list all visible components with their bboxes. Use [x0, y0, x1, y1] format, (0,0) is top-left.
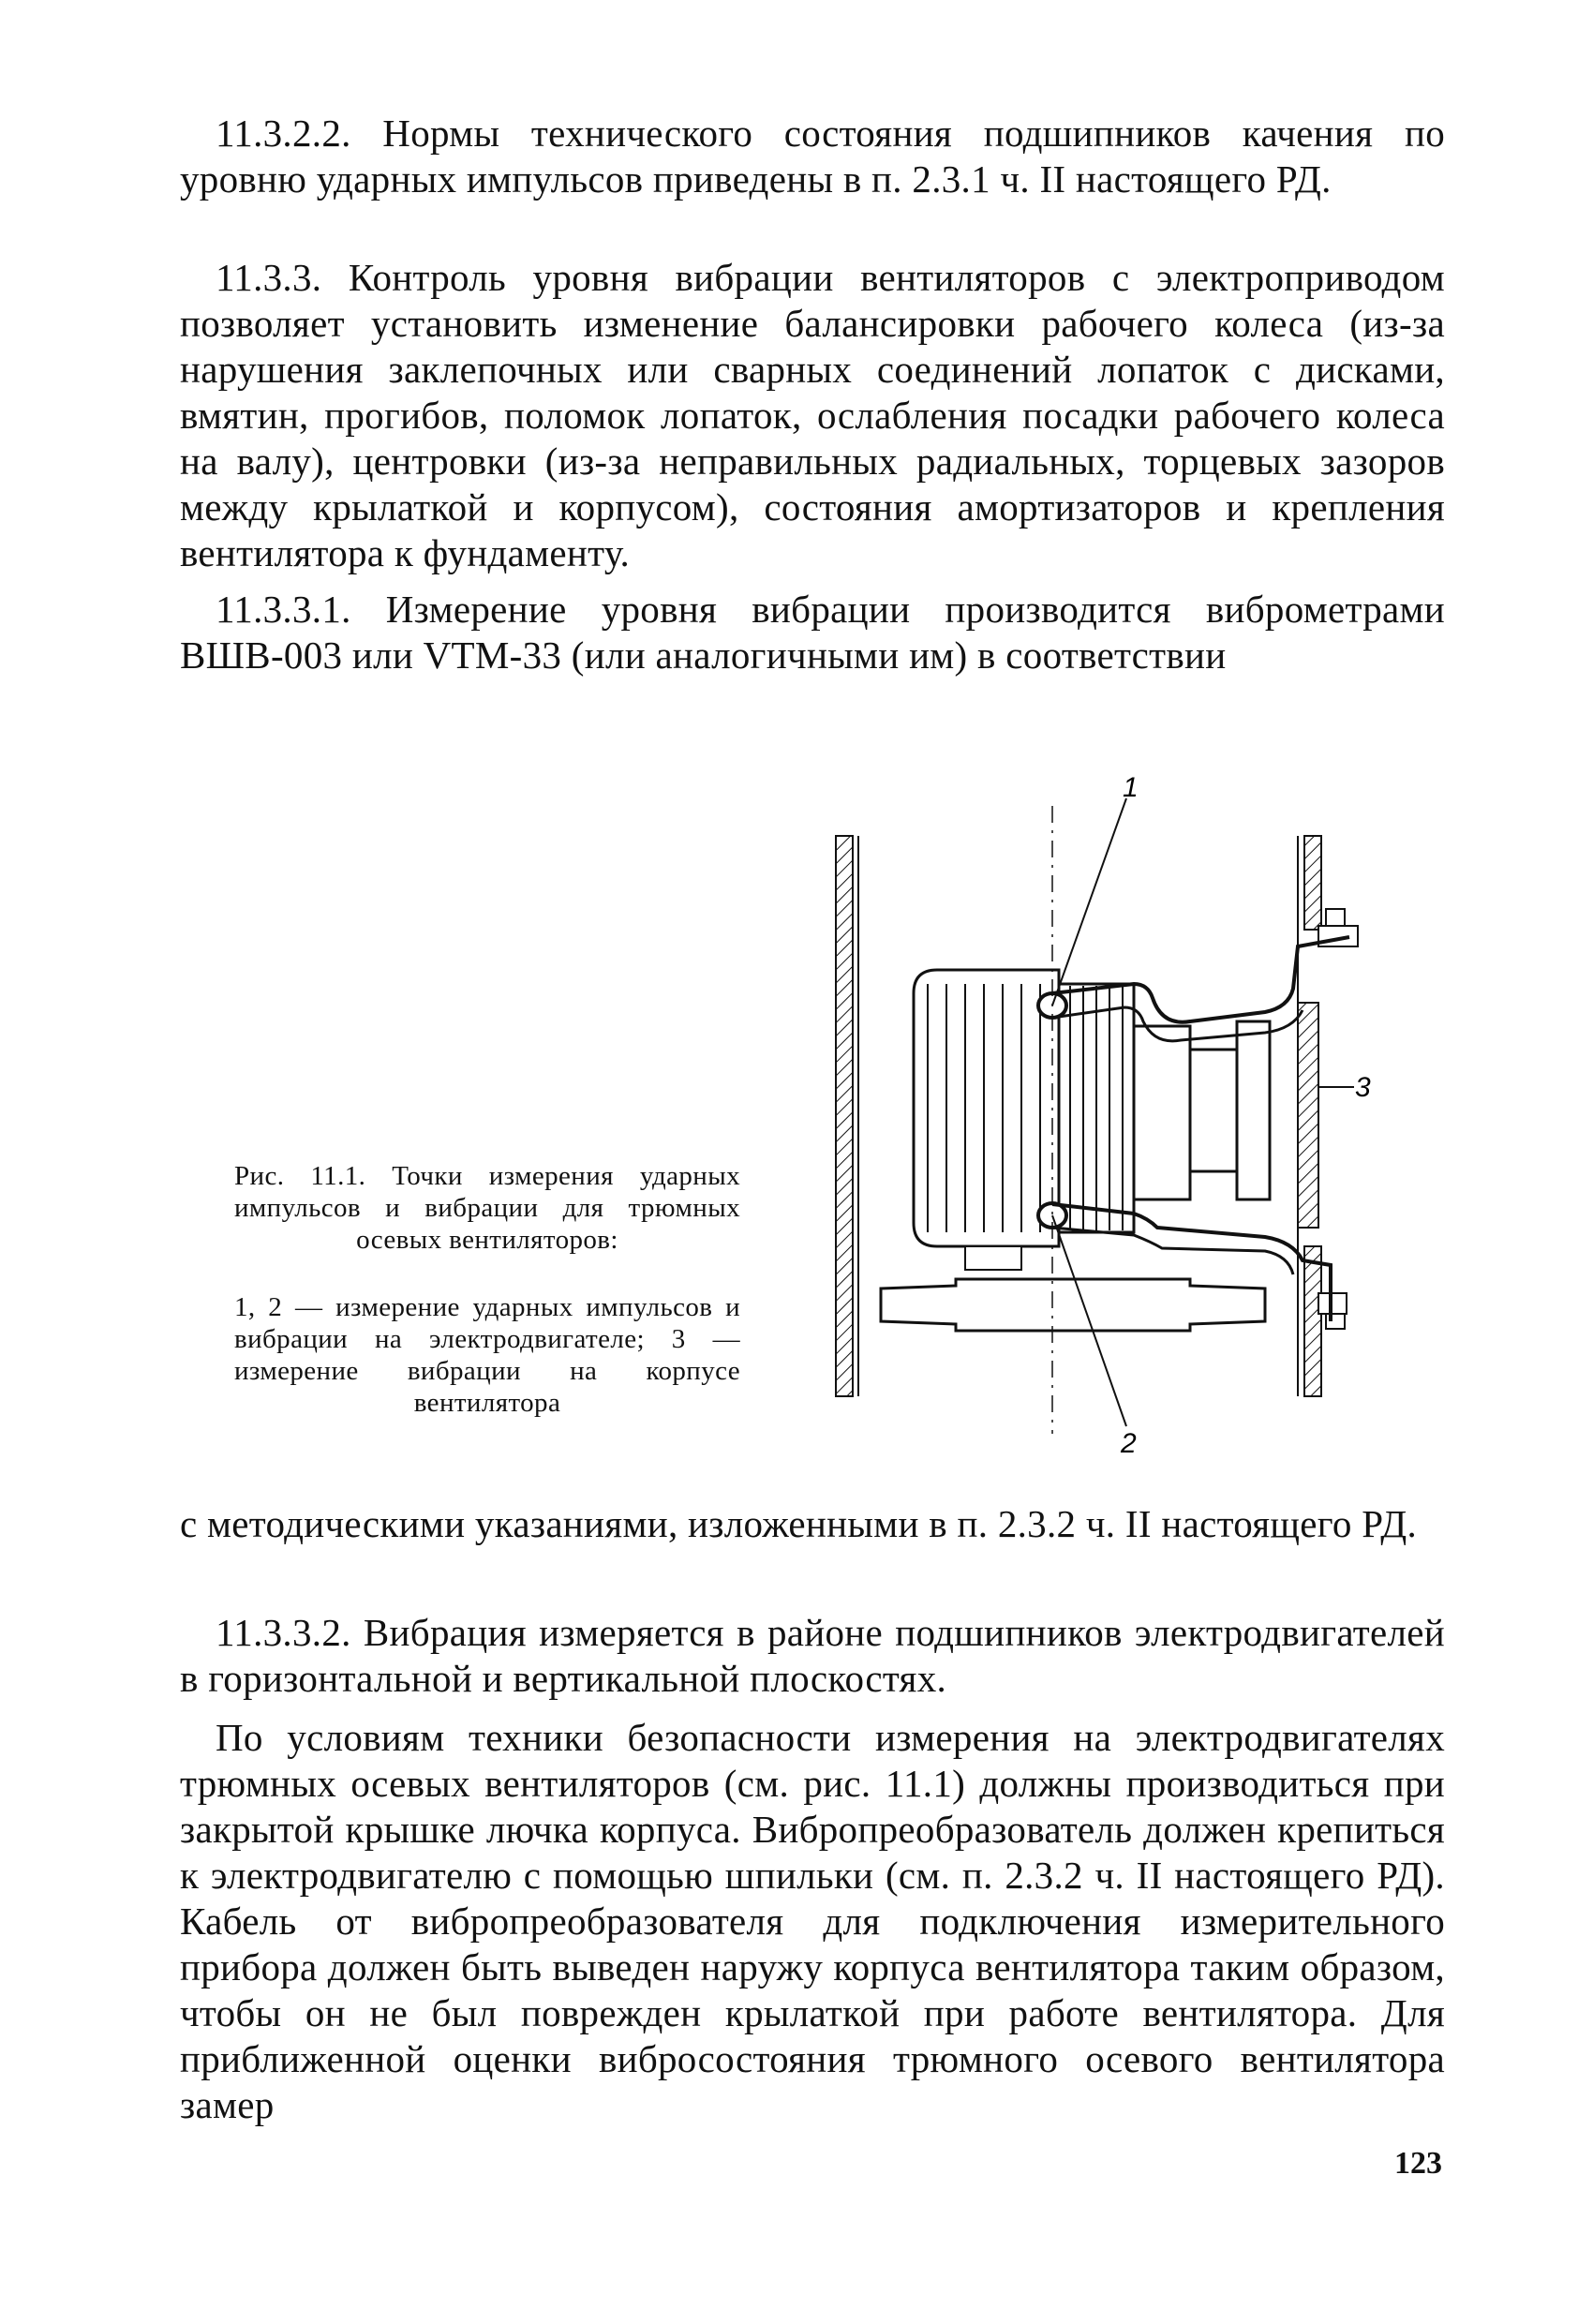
- paragraph-11-3-3-2: 11.3.3.2. Вибрация измеряется в районе подшипников электродвигателей в горизонтальной и вертикальной плоскостях.: [180, 1611, 1445, 1700]
- access-cover-hatch: [1298, 1003, 1318, 1228]
- label-1: 1: [1123, 772, 1139, 803]
- paragraph-continuation: с методическими указаниями, изложенными в п. 2.3.2 ч. II настоящего РД.: [180, 1502, 1418, 1545]
- paragraph-11-3-2-2: 11.3.2.2. Нормы технического состояния подшипников качения по уровню ударных импульсов приведены в п. 2.3.1 ч. II настоящего РД.: [180, 112, 1445, 201]
- paragraph-safety: По условиям техники безопасности измерения на электродвигателях трюмных осевых вентиляторов (см. рис. 11.1) должны производиться при закрытой крышке лючка корпуса. Вибропреобразователь должен крепиться к электродвигателю с помощью шпильки (см. п. 2.3.2 ч. II настоящего РД). Кабель от вибропреобразователя для подключения измерительного прибора должен быть выведен наружу корпуса вентилятора таким образом, чтобы он не был поврежден крылаткой при работе вентилятора. Для приближенной оценки вибросостояния трюмного осевого вентилятора замер: [180, 1716, 1445, 2126]
- motor-body: [914, 970, 1059, 1246]
- housing-right-wall-top: [1304, 836, 1321, 930]
- fan-diagram: [825, 768, 1387, 1462]
- figure-legend: 1, 2 — измерение ударных импульсов и вибрации на электродвигателе; 3 — измерение вибрации на корпусе вентилятора: [234, 1292, 740, 1418]
- housing-left-wall: [836, 836, 853, 1396]
- housing-right-wall-bottom: [1304, 1246, 1321, 1396]
- paragraph-11-3-3: 11.3.3. Контроль уровня вибрации вентиляторов с электроприводом позволяет установить изменение балансировки рабочего колеса (из-за нарушения заклепочных или сварных соединений лопаток с дисками, вмятин, прогибов, поломок лопаток, ослабления посадки рабочего колеса на валу), центровки (из-за неправильных радиальных, торцевых зазоров между крылаткой и корпусом), состояния амортизаторов и крепления вентилятора к фундаменту.: [180, 256, 1445, 574]
- page-number: 123: [1394, 2146, 1442, 2181]
- paragraph-11-3-3-1: 11.3.3.1. Измерение уровня вибрации производится виброметрами ВШВ-003 или VTM-33 (или аналогичными им) в соответствии: [180, 588, 1445, 677]
- label-3: 3: [1355, 1072, 1371, 1103]
- label-2: 2: [1121, 1428, 1137, 1459]
- fan-impeller: [881, 1279, 1265, 1331]
- figure-caption: Рис. 11.1. Точки измерения ударных импульсов и вибрации для трюмных осевых вентиляторов:: [234, 1161, 740, 1255]
